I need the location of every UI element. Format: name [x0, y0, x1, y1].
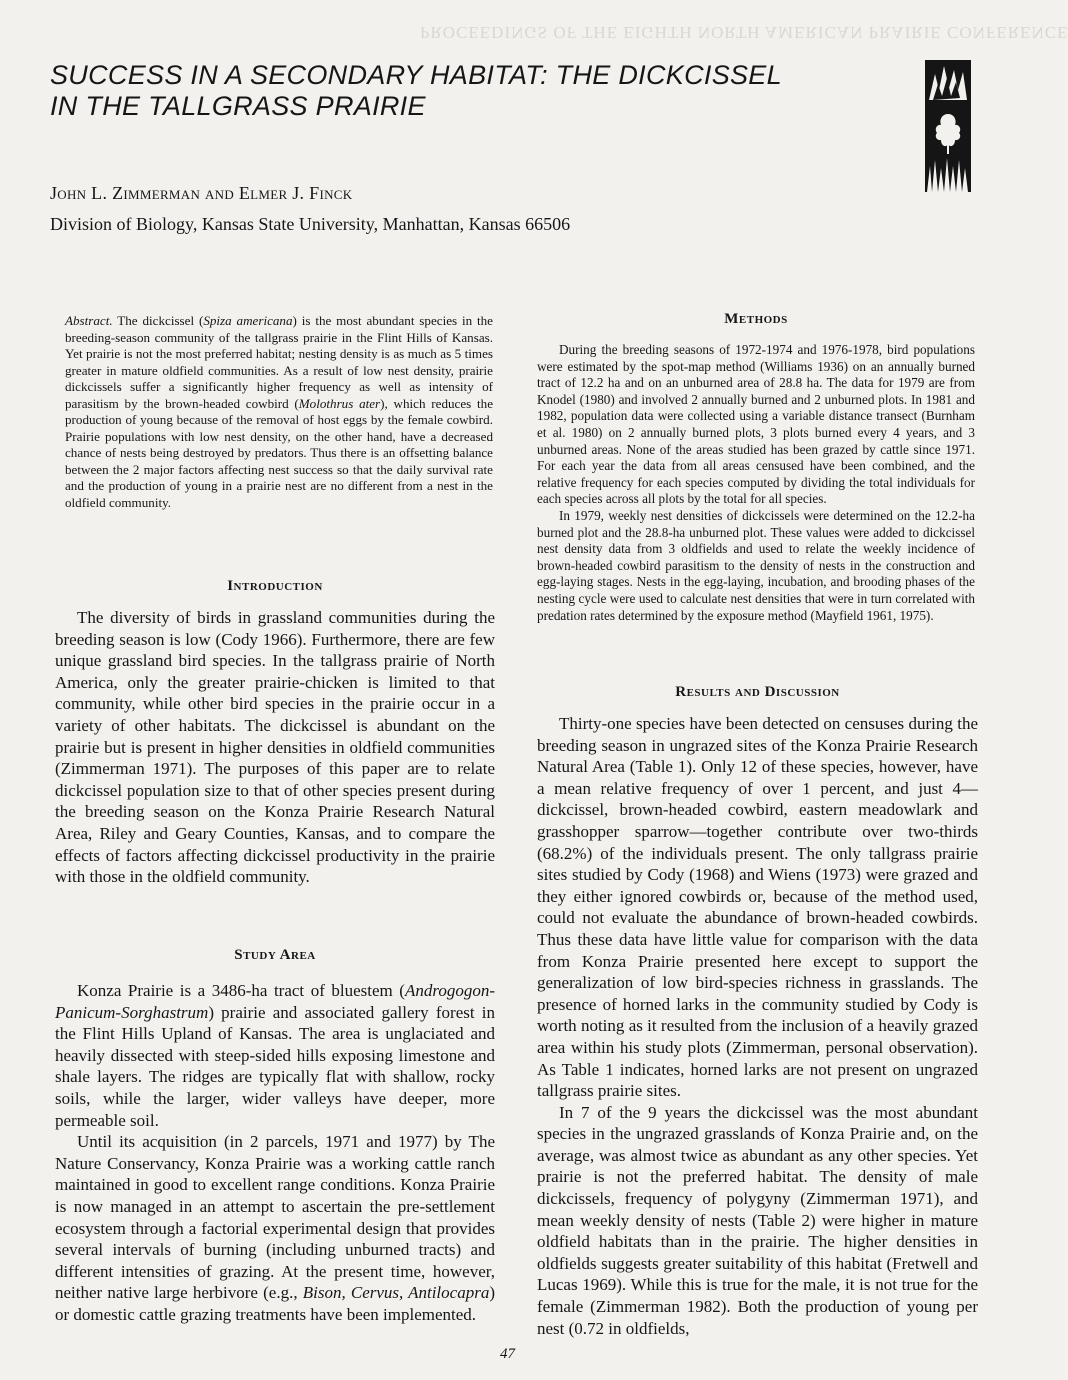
abstract-text-1: The dickcissel ( — [112, 313, 204, 328]
title-line-1: SUCCESS IN A SECONDARY HABITAT: THE DICKCISSEL — [50, 60, 782, 90]
results-section — [537, 684, 978, 1339]
results-paragraph-2: In 7 of the 9 years the dickcissel was the most abundant species in the ungrazed grasslands of Konza Prairie and, on the average, was almost twice as abundant as any other species. Yet prairie is not the preferred habitat. The density of male dickcissels, frequency of polygyny (Zimmerman 1971), and mean weekly density of nests (Table 2) were higher in mature oldfield habitats than in the prairie. The higher densities in oldfields suggests greater suitability of this habitat (Fretwell and Lucas 1969). While this is true for the male, it is not true for the female (Zimmerman 1982). Both the production of young per nest (0.72 in oldfields, — [537, 1102, 978, 1338]
methods-section — [537, 311, 975, 624]
study-area-text-3: Until its acquisition (in 2 parcels, 1971 and 1977) by The Nature Conservancy, Konza Prairie was a working cattle ranch maintained in good to excellent range conditions. Konza Prairie is now managed in an attempt to ascertain the pre-settlement ecosystem through a factorial experimental design that provides several intervals of burning (including unburned tracts) and different intensities of grazing. At the present time, however, neither native large herbivore (e.g., — [55, 1132, 495, 1303]
title-line-2: IN THE TALLGRASS PRAIRIE — [50, 91, 426, 121]
introduction-section — [55, 578, 495, 888]
study-area-heading: Study Area — [234, 947, 316, 963]
study-area-sci-genera: Bison, Cervus, Antilocapra — [302, 1283, 490, 1303]
abstract-sci-name-1: Spiza americana — [203, 313, 293, 328]
introduction-heading: Introduction — [227, 578, 323, 594]
page-number: 47 — [500, 1346, 515, 1362]
study-area-sci-name: Androgogon-Panicum-Sorghastrum — [55, 981, 495, 1022]
results-paragraph-1: Thirty-one species have been detected on censuses during the breeding season in ungrazed sites of the Konza Prairie Research Natural Area (Table 1). Only 12 of these species, however, have a mean relative frequency of over 1 percent, and just 4—dickcissel, brown-headed cowbird, eastern meadowlark and grasshopper sparrow—together contribute over two-thirds (68.2%) of the individuals present. The only tallgrass prairie sites studied by Cody (1968) and Wiens (1973) were grazed and they either ignored cowbirds or, because of the method used, could not evaluate the abundance of brown-headed cowbirds. Thus these data have little value for comparison with the data from Konza Prairie presented here except to support the generalization of low bird-species richness in grasslands. The presence of horned larks in the community studied by Cody is worth noting as it resulted from the inclusion of a heavily grazed area within his study plots (Zimmerman, personal observation). As Table 1 indicates, horned larks are not present on ungrazed tallgrass prairie sites. — [537, 714, 978, 1101]
study-area-section — [55, 947, 495, 1326]
study-area-text-2: ) prairie and associated gallery forest in the Flint Hills Upland of Kansas. The area is unglaciated and heavily dissected with steep-sided hills exposing limestone and shale layers. The ridges are typically flat with shallow, rocky soils, while the larger, wider valleys have deeper, more permeable soil. — [55, 1002, 495, 1130]
abstract-sci-name-2: Molothrus ater — [298, 395, 381, 411]
introduction-paragraph: The diversity of birds in grassland communities during the breeding season is low (Cody 1966). Furthermore, there are few unique grassland bird species. In the tallgrass prairie of North America, only the greater prairie-chicken is limited to that community, while other bird species in the prairie occur in a variety of other habitats. The dickcissel is abundant on the prairie but is present in higher densities in oldfield communities (Zimmerman 1971). The purposes of this paper are to relate dickcissel population size to that of other species present during the breeding season on the Konza Prairie Research Natural Area, Riley and Geary Counties, Kansas, and to compare the effects of factors affecting dickcissel productivity in the prairie with those in the oldfield community. — [55, 608, 495, 887]
study-area-paragraph-1 — [55, 980, 495, 1131]
methods-paragraph-1: During the breeding seasons of 1972-1974 and 1976-1978, bird populations were estimated by the spot-map method (Williams 1936) on an annually burned tract of 12.2 ha and on an unburned area of 28.8 ha. The data for 1979 are from Knodel (1980) and involved 2 annually burned and 2 unburned plots. In 1981 and 1982, population data were collected using a variable distance transect (Burnham et al. 1980) on 2 annually burned plots, 3 plots burned every 4 years, and 3 unburned areas. None of the areas studied has been grazed by cattle since 1971. For each year the data from all areas censused have been combined, and the relative frequency for each species computed by dividing the total individuals for each species across all plots by the total for all species. — [537, 342, 975, 507]
abstract — [65, 313, 493, 511]
study-area-paragraph-2 — [55, 1131, 495, 1325]
abstract-text-3: ), which reduces the production of young because of the removal of host eggs by the female cowbird. Prairie populations with low nest density, on the other hand, have a decreased chance of nests being destroyed by predators. Thus there is an offsetting balance between the 2 major factors affecting nest success so that the daily survival rate and the production of young in a prairie nest are no different from a nest in the oldfield community. — [65, 395, 494, 510]
results-heading: Results and Discussion — [675, 684, 840, 700]
study-area-text-4: ) or domestic cattle grazing treatments have been implemented. — [55, 1283, 495, 1324]
study-area-text-1: Konza Prairie is a 3486-ha tract of bluestem ( — [77, 981, 405, 1000]
authors: John L. Zimmerman and Elmer J. Finck — [50, 183, 353, 203]
bleed-through-running-head: PROCEEDINGS OF THE EIGHTH NORTH AMERICAN PRAIRIE CONFERENCE — [420, 23, 1068, 42]
affiliation: Division of Biology, Kansas State University, Manhattan, Kansas 66506 — [50, 214, 571, 234]
abstract-label: Abstract. — [65, 313, 113, 328]
methods-heading: Methods — [724, 311, 788, 327]
conference-emblem-icon — [925, 60, 971, 192]
article-title — [50, 60, 910, 122]
methods-paragraph-2: In 1979, weekly nest densities of dickcissels were determined on the 12.2-ha burned plot and the 28.8-ha unburned plot. These values were added to dickcissel nest density data from 3 oldfields and used to relate the weekly incidence of brown-headed cowbird parasitism to the density of nests in the construction and egg-laying stages. Nests in the egg-laying, incubation, and brooding phases of the nesting cycle were used to calculate nest densities that were in turn correlated with predation rates determined by the exposure method (Mayfield 1961, 1975). — [537, 507, 975, 623]
abstract-text-2: ) is the most abundant species in the breeding-season community of the tallgrass prairie in the Flint Hills of Kansas. Yet prairie is not the most preferred habitat; nesting density is as much as 5 times greater in mature oldfield communities. As a result of low nest density, prairie dickcissels suffer a significantly higher frequency as well as intensity of parasitism by the brown-headed cowbird ( — [65, 313, 493, 411]
